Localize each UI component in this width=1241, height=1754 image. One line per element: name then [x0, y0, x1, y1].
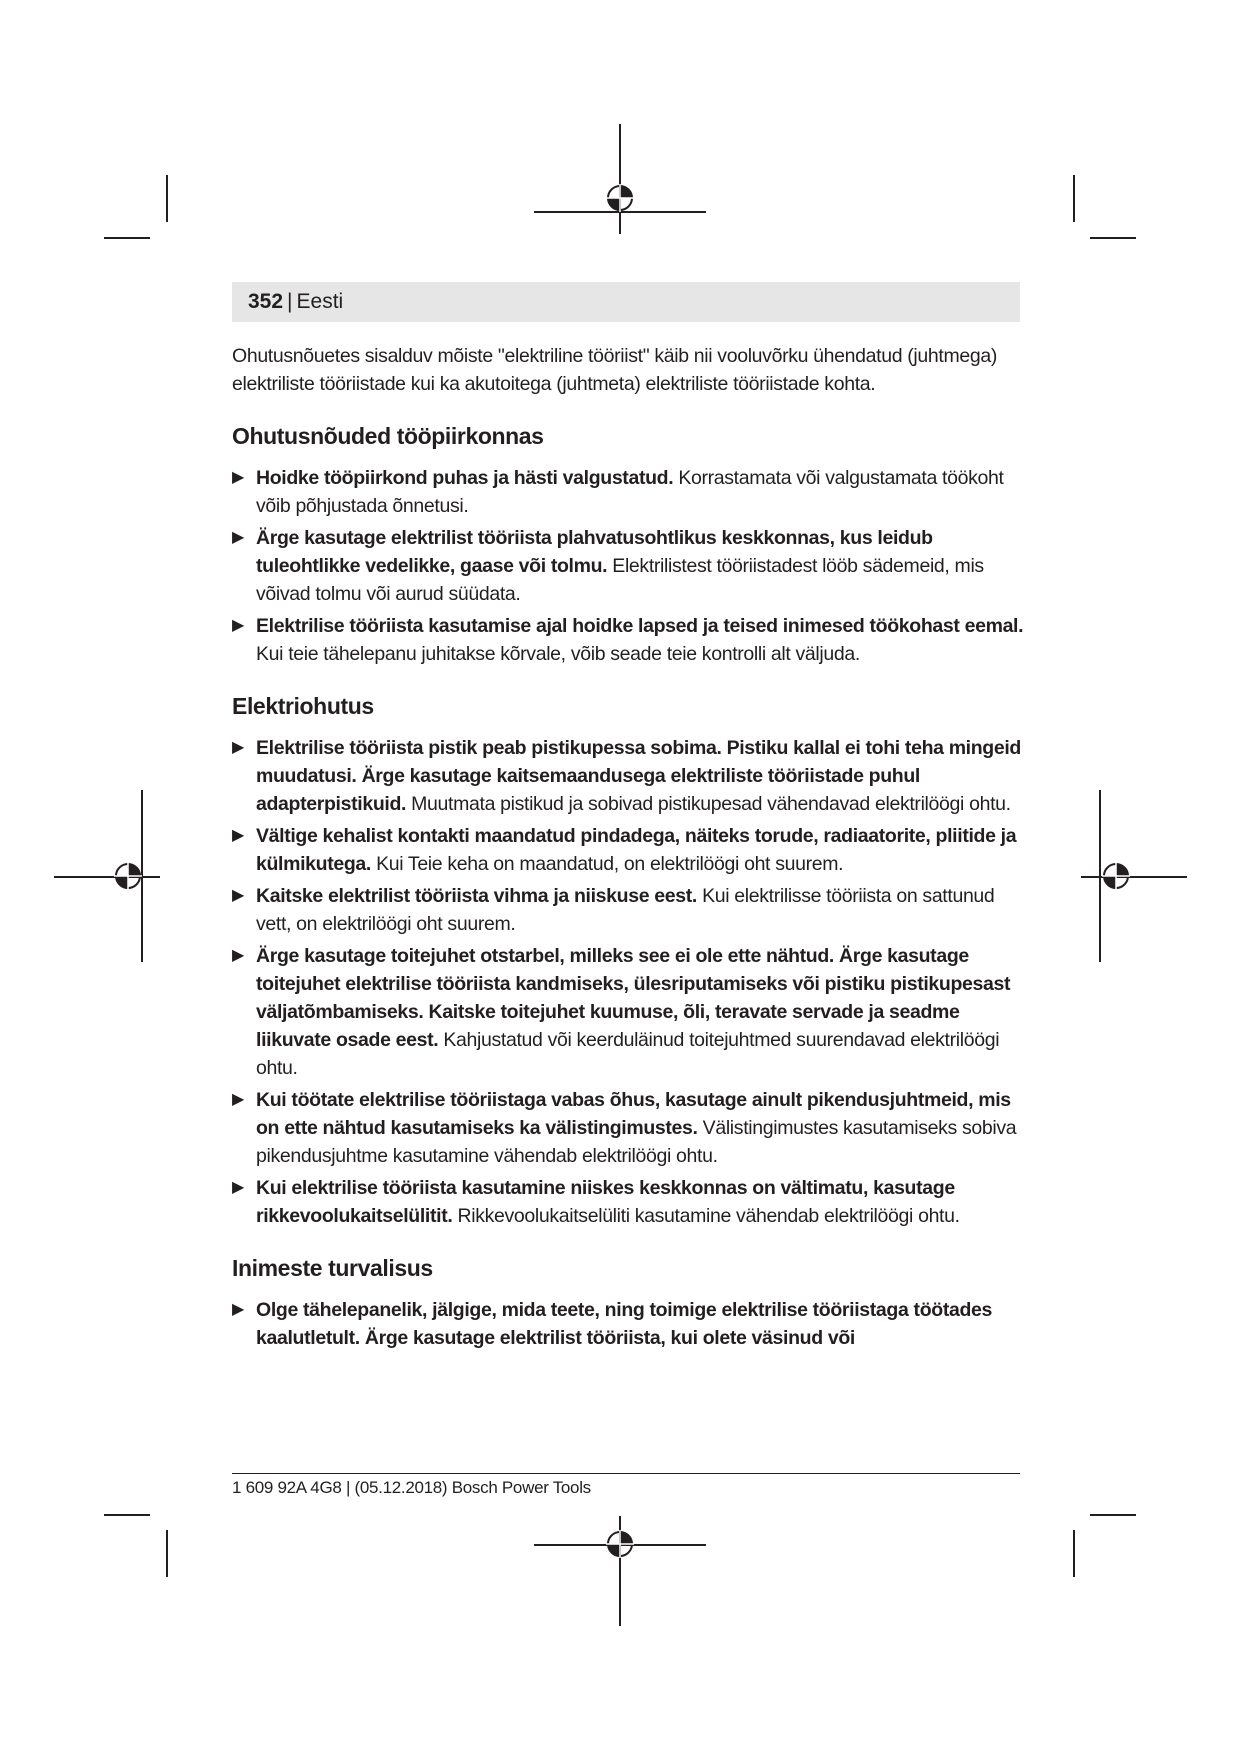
- safety-item-bold: Ärge kasutage elektrilist tööriista plahvatusohtlikus keskkonnas, kus leidub tuleohtlikke vedelikke, gaase või tolmu.: [256, 527, 933, 577]
- intro-paragraph: Ohutusnõuetes sisalduv mõiste "elektriline tööriist" käib nii vooluvõrku ühendatud (juhtmega) elektriliste tööriistade kui ka akutoitega (juhtmeta) elektriliste tööriistade kohta.: [232, 345, 997, 395]
- safety-item: [232, 1296, 1032, 1352]
- safety-item: [232, 464, 1032, 520]
- safety-item: [232, 524, 1032, 608]
- safety-item: [232, 882, 1032, 938]
- safety-item: [232, 1174, 1032, 1230]
- safety-item-bold: Kui elektrilise tööriista kasutamine niiskes keskkonnas on vältimatu, kasutage rikkevoolukaitselülitit.: [256, 1177, 955, 1227]
- safety-item-text: Rikkevoolukaitselüliti kasutamine vähendab elektrilöögi ohtu.: [452, 1205, 960, 1227]
- bullet-triangle-icon: ▶: [232, 827, 244, 844]
- bullet-triangle-icon: ▶: [232, 529, 244, 546]
- safety-item-bold: Ärge kasutage toitejuhet otstarbel, milleks see ei ole ette nähtud. Ärge kasutage toitejuhet elektrilise tööriista kandmiseks, ülesriputamiseks või pistiku pistikupesast väljatõmbamiseks. Kaitske toitejuhet kuumuse, õli, teravate servade ja seadme liikuvate osade eest.: [256, 945, 1011, 1051]
- safety-item: [232, 822, 1032, 878]
- safety-item-text: Elektrilistest tööriistadest lööb sädemeid, mis võivad tolmu või aurud süüdata.: [256, 555, 984, 605]
- section-heading: Elektriohutus: [232, 693, 374, 719]
- safety-item: [232, 942, 1032, 1082]
- page-footer: 1 609 92A 4G8 | (05.12.2018) Bosch Power Tools: [232, 1473, 1020, 1498]
- registration-mark-icon: [1102, 862, 1130, 890]
- safety-item-text: Kui Teie keha on maandatud, on elektrilöögi oht suurem.: [371, 853, 844, 875]
- safety-item-bold: Kui töötate elektrilise tööriistaga vabas õhus, kasutage ainult pikendusjuhtmeid, mis on ette nähtud kasutamiseks ka välistingimustes.: [256, 1089, 1011, 1139]
- safety-item-bold: Kaitske elektrilist tööriista vihma ja niiskuse eest.: [256, 885, 697, 907]
- page-number: 352: [248, 290, 284, 313]
- bullet-triangle-icon: ▶: [232, 1179, 244, 1196]
- bullet-triangle-icon: ▶: [232, 887, 244, 904]
- registration-mark-icon: [114, 862, 142, 890]
- header-separator: |: [287, 290, 293, 313]
- bullet-triangle-icon: ▶: [232, 1091, 244, 1108]
- safety-item-bold: Vältige kehalist kontakti maandatud pindadega, näiteks torude, radiaatorite, pliitide ja külmikutega.: [256, 825, 1017, 875]
- section-heading: Ohutusnõuded tööpiirkonnas: [232, 423, 544, 449]
- safety-item-bold: Olge tähelepanelik, jälgige, mida teete, ning toimige elektrilise tööriistaga töötades kaalutletult. Ärge kasutage elektrilist tööriista, kui olete väsinud või: [256, 1299, 993, 1349]
- section-heading: Inimeste turvalisus: [232, 1255, 433, 1281]
- safety-item-text: Muutmata pistikud ja sobivad pistikupesad vähendavad elektrilöögi ohtu.: [406, 793, 1011, 815]
- registration-mark-icon: [606, 1530, 634, 1558]
- header-language: Eesti: [296, 290, 344, 313]
- safety-item-text: Välistingimustes kasutamiseks sobiva pikendusjuhtme kasutamine vähendab elektrilöögi ohtu.: [256, 1117, 1017, 1167]
- registration-mark-icon: [606, 184, 634, 212]
- safety-item-text: Kui teie tähelepanu juhitakse kõrvale, võib seade teie kontrolli alt väljuda.: [256, 643, 860, 665]
- safety-item-text: Kahjustatud või keerduläinud toitejuhtmed suurendavad elektrilöögi ohtu.: [256, 1029, 1000, 1079]
- safety-item: [232, 1086, 1032, 1170]
- safety-item: [232, 612, 1032, 668]
- page-body: [232, 342, 1032, 1356]
- bullet-triangle-icon: ▶: [232, 739, 244, 756]
- safety-item-bold: Hoidke tööpiirkond puhas ja hästi valgustatud.: [256, 467, 674, 489]
- bullet-triangle-icon: ▶: [232, 1301, 244, 1318]
- sections-container: [232, 422, 1032, 1352]
- safety-item-bold: Elektrilise tööriista kasutamise ajal hoidke lapsed ja teised inimesed töökohast eemal.: [256, 615, 1024, 637]
- safety-item: [232, 734, 1032, 818]
- bullet-triangle-icon: ▶: [232, 947, 244, 964]
- safety-item-bold: Elektrilise tööriista pistik peab pistikupessa sobima. Pistiku kallal ei tohi teha mingeid muudatusi. Ärge kasutage kaitsemaandusega elektriliste tööriistade puhul adapterpistikuid.: [256, 737, 1021, 815]
- bullet-triangle-icon: ▶: [232, 617, 244, 634]
- safety-item-text: Korrastamata või valgustamata töökoht võib põhjustada õnnetusi.: [256, 467, 1004, 517]
- bullet-triangle-icon: ▶: [232, 469, 244, 486]
- safety-item-text: Kui elektrilisse tööriista on sattunud vett, on elektrilöögi oht suurem.: [256, 885, 995, 935]
- page-header: [232, 282, 1020, 322]
